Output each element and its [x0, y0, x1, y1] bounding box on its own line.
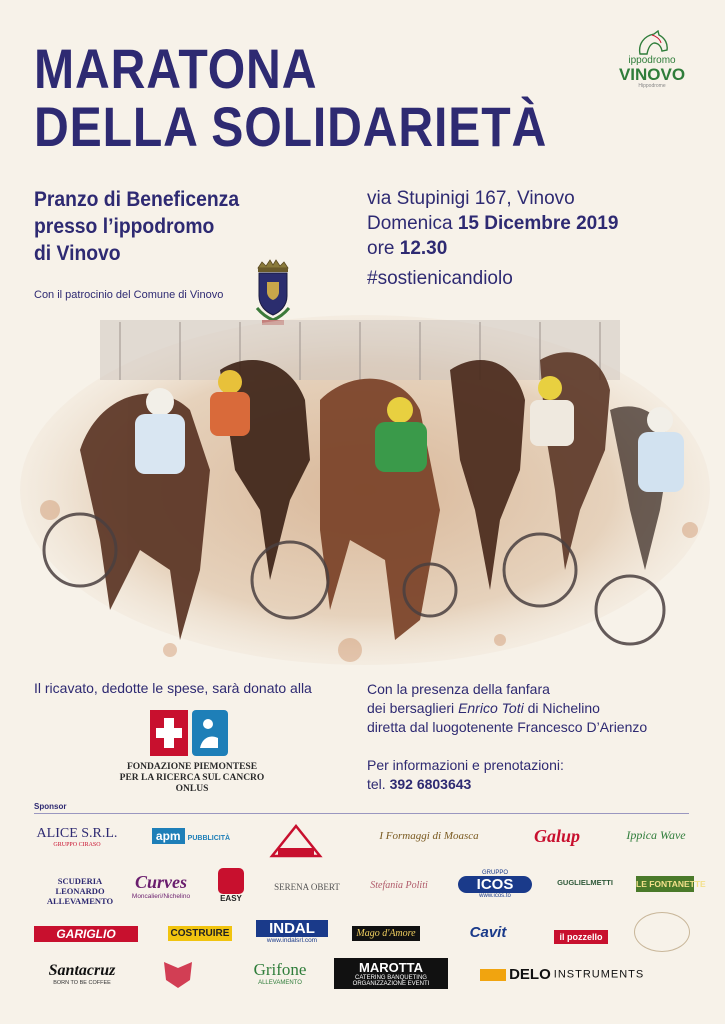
contact-heading: Per informazioni e prenotazioni:	[367, 757, 564, 773]
sponsor-pozzello: il pozzello	[554, 930, 608, 944]
sponsor-icos-top: GRUPPO	[481, 870, 508, 876]
sponsor-delo-sub: INSTRUMENTS	[553, 968, 645, 981]
contact-info	[367, 756, 564, 794]
sponsor-tent-logo	[268, 822, 324, 858]
donation-text: Il ricavato, dedotte le spese, sarà donato alla	[34, 680, 312, 696]
fondazione-logo	[150, 708, 230, 758]
delo-bar-icon	[480, 969, 506, 981]
subtitle-line-3: di Vinovo	[34, 242, 121, 265]
event-hashtag: #sostienicandiolo	[367, 268, 513, 289]
sponsor-curves-name: Curves	[134, 872, 187, 892]
sponsor-easy-name: EASY	[220, 894, 242, 903]
fanfara-line-3: diretta dal luogotenente Francesco D’Arienzo	[367, 719, 648, 735]
easy-icon	[218, 868, 244, 894]
sponsor-mago: Mago d'Amore	[352, 926, 420, 941]
time-prefix: ore	[367, 238, 400, 259]
fondazione-line-2: PER LA RICERCA SUL CANCRO	[119, 773, 265, 783]
sponsor-ippica: Ippica Wave	[626, 828, 686, 842]
logo-ippodromo-text: ippodromo	[628, 55, 676, 66]
subtitle-line-1: Pranzo di Beneficenza	[34, 188, 240, 211]
sponsor-curves-sub: Moncalieri/Nichelino	[131, 893, 191, 900]
event-date: 15 Dicembre 2019	[457, 213, 619, 234]
sponsor-scuderia	[40, 876, 120, 906]
sponsor-apm-name: apm	[152, 828, 185, 844]
sponsor-grifone	[250, 960, 310, 986]
title-line-1: MARATONA	[34, 37, 318, 100]
sponsor-indal-url: www.indalsrl.com	[266, 937, 318, 944]
sponsor-alice	[36, 826, 118, 848]
horse-head-icon	[632, 30, 672, 56]
sponsor-marotta-name: MAROTTA	[358, 960, 424, 975]
logo-small-text: Hippodrome	[638, 83, 666, 89]
sponsor-cavit: Cavit	[469, 924, 507, 941]
patronage-text: Con il patrocinio del Comune di Vinovo	[34, 289, 224, 301]
sponsor-delo-name: DELO	[509, 966, 551, 983]
date-prefix: Domenica	[367, 213, 458, 234]
event-time-line	[367, 236, 618, 261]
fondazione-line-3: ONLUS	[175, 784, 209, 794]
sponsor-icos-url: www.icos.to	[479, 893, 511, 899]
event-subtitle	[34, 186, 239, 267]
poster-title	[34, 37, 548, 158]
sponsor-apm	[150, 828, 232, 844]
sponsor-santacruz	[34, 962, 130, 986]
fanfara-line-2c: di Nichelino	[523, 700, 600, 716]
sponsor-marotta-sub-1: CATERING BANQUETING	[355, 975, 427, 981]
sponsor-delo	[480, 966, 690, 983]
sponsor-scuderia-line-2: LEONARDO	[55, 886, 105, 896]
logo-vinovo-text: VINOVO	[618, 65, 686, 84]
sponsor-label: Sponsor	[34, 802, 67, 811]
title-line-2: DELLA SOLIDARIETÀ	[34, 95, 548, 158]
ippodromo-vinovo-logo	[612, 30, 692, 88]
event-date-line	[367, 211, 618, 236]
sponsor-serena: SERENA OBERT	[274, 882, 340, 892]
sponsor-marotta	[334, 958, 448, 989]
sponsor-alice-sub: GRUPPO CIRASO	[53, 842, 101, 848]
event-details	[367, 186, 618, 261]
fondazione-line-1: FONDAZIONE PIEMONTESE	[126, 762, 258, 772]
fondazione-name	[102, 762, 282, 795]
sponsor-stefania: Stefania Politi	[370, 880, 428, 891]
sponsor-divider	[34, 813, 689, 814]
harness-racing-painting	[20, 310, 710, 670]
sponsor-guglielmetti: GUGLIELMETTI	[557, 878, 613, 887]
sponsor-curves	[128, 872, 194, 900]
tel-prefix: tel.	[367, 776, 390, 792]
sponsor-scuderia-line-3: ALLEVAMENTO	[46, 896, 114, 906]
sponsor-marotta-sub-2: ORGANIZZAZIONE EVENTI	[352, 981, 430, 987]
sponsor-apm-sub: PUBBLICITÀ	[187, 835, 231, 842]
contact-phone-line	[367, 775, 564, 794]
sponsor-icos	[458, 870, 532, 899]
fanfara-name: Enrico Toti	[458, 700, 524, 716]
sponsor-costruire: COSTRUIRE	[168, 926, 232, 941]
event-address: via Stupinigi 167, Vinovo	[367, 188, 575, 209]
sponsor-indal-name: INDAL	[256, 920, 328, 937]
sponsor-santacruz-sub: BORN TO BE COFFEE	[53, 980, 111, 986]
subtitle-line-2: presso l’ippodromo	[34, 215, 215, 238]
sponsor-galup: Galup	[533, 826, 580, 846]
sponsor-icos-name: ICOS	[458, 876, 532, 893]
sponsor-santacruz-name: Santacruz	[48, 962, 116, 979]
event-time: 12.30	[399, 238, 448, 259]
sponsor-gariglio: GARIGLIO	[34, 926, 138, 942]
sponsor-emblem-icon	[160, 958, 196, 990]
sponsor-scuderia-line-1: SCUDERIA	[57, 876, 103, 886]
phone-number[interactable]: 392 6803643	[389, 776, 472, 792]
sponsor-fontanette: LE FONTANETTE	[636, 876, 694, 892]
fanfara-line-2	[367, 699, 647, 718]
fanfara-line-2a: dei bersaglieri	[367, 700, 459, 716]
fanfara-info	[367, 680, 647, 737]
sponsor-formaggi: I Formaggi di Moasca	[379, 830, 479, 842]
sponsor-indal	[256, 920, 328, 944]
fanfara-line-1: Con la presenza della fanfara	[367, 681, 550, 697]
sponsor-circle-logo	[634, 912, 690, 952]
sponsor-alice-name: ALICE S.R.L.	[36, 826, 118, 841]
sponsor-grifone-sub: ALLEVAMENTO	[258, 980, 302, 986]
sponsor-grifone-name: Grifone	[253, 960, 307, 979]
sponsor-easy	[214, 868, 248, 903]
